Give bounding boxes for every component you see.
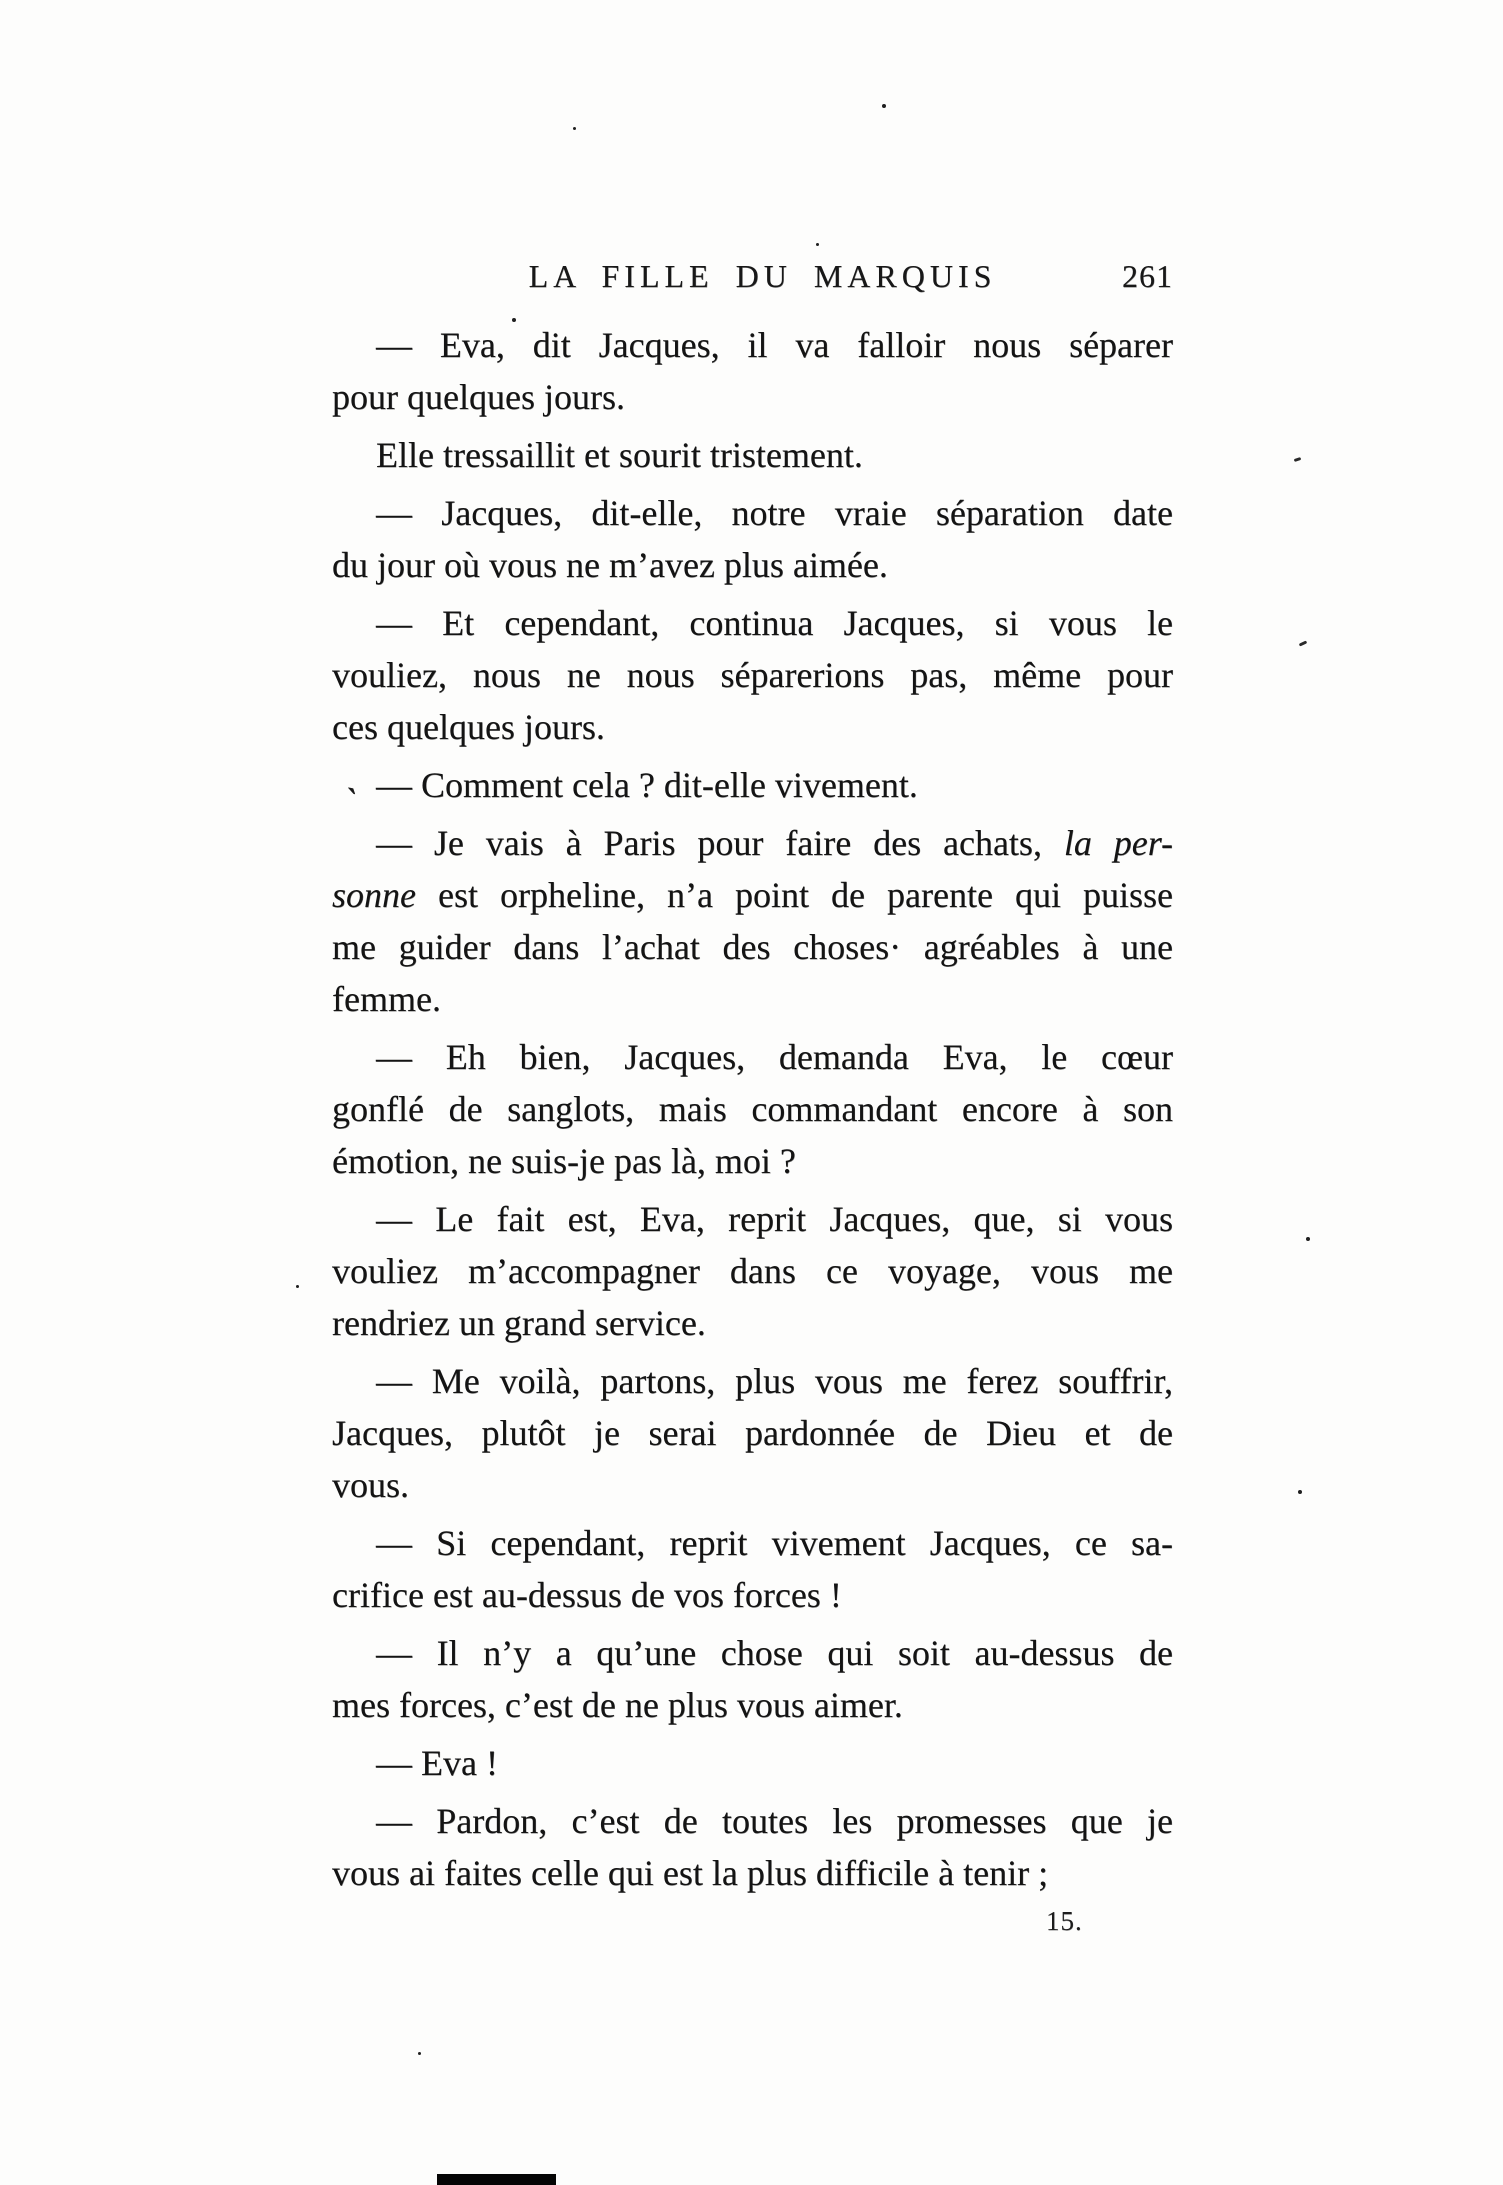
text-segment: vous. xyxy=(332,1465,410,1505)
paragraph xyxy=(332,1355,1173,1511)
signature-mark: 15. xyxy=(1046,1906,1083,1936)
text-segment: est orpheline, n’a point de parente qui puisse xyxy=(416,875,1173,915)
text-segment: — Eva, dit Jacques, il va falloir nous séparer xyxy=(376,325,1173,365)
text-segment: — Si cependant, reprit vivement Jacques, ce sa- xyxy=(376,1523,1173,1563)
scan-edge-artifact xyxy=(437,2174,556,2185)
text-line xyxy=(332,539,1173,591)
page-body xyxy=(332,319,1173,1905)
text-segment: femme. xyxy=(332,979,441,1019)
text-segment: du jour où vous ne m’avez plus aimée. xyxy=(332,545,888,585)
text-segment: — Et cependant, continua Jacques, si vous le xyxy=(376,603,1173,643)
scan-speck xyxy=(573,127,576,130)
scan-speck xyxy=(296,1285,299,1288)
paragraph xyxy=(332,319,1173,423)
text-line xyxy=(332,429,1173,481)
text-line xyxy=(332,759,1173,811)
text-segment: gonflé de sanglots, mais commandant encore à son xyxy=(332,1089,1173,1129)
text-line xyxy=(332,921,1173,973)
text-line xyxy=(332,487,1173,539)
text-line xyxy=(332,701,1173,753)
text-segment: vouliez, nous ne nous séparerions pas, même pour xyxy=(332,655,1173,695)
text-line xyxy=(332,869,1173,921)
text-segment: — Me voilà, partons, plus vous me ferez souffrir, xyxy=(376,1361,1173,1401)
scan-speck xyxy=(816,243,819,246)
text-line xyxy=(332,1627,1173,1679)
paragraph xyxy=(332,1031,1173,1187)
paragraph xyxy=(332,759,1173,811)
paragraph xyxy=(332,817,1173,1025)
scan-speck xyxy=(418,2052,421,2055)
text-line xyxy=(332,1407,1173,1459)
paragraph xyxy=(332,487,1173,591)
text-segment: Jacques, plutôt je serai pardonnée de Dieu et de xyxy=(332,1413,1173,1453)
text-line xyxy=(332,1135,1173,1187)
italic-text-segment: sonne xyxy=(332,875,416,915)
text-line xyxy=(332,1245,1173,1297)
text-segment: rendriez un grand service. xyxy=(332,1303,706,1343)
text-line xyxy=(332,1679,1173,1731)
text-line xyxy=(332,371,1173,423)
text-segment: mes forces, c’est de ne plus vous aimer. xyxy=(332,1685,903,1725)
text-segment: — Le fait est, Eva, reprit Jacques, que, si vous xyxy=(376,1199,1173,1239)
text-line xyxy=(332,1569,1173,1621)
text-line xyxy=(332,1459,1173,1511)
text-line xyxy=(332,817,1173,869)
text-segment: — Je vais à Paris pour faire des achats, xyxy=(376,823,1064,863)
text-segment: Elle tressaillit et sourit tristement. xyxy=(376,435,863,475)
text-line xyxy=(332,1517,1173,1569)
text-line xyxy=(332,649,1173,701)
paragraph xyxy=(332,1795,1173,1899)
text-segment: vous ai faites celle qui est la plus difficile à tenir ; xyxy=(332,1853,1049,1893)
running-header xyxy=(332,258,1173,298)
scan-speck xyxy=(1294,457,1302,462)
text-segment: émotion, ne suis-je pas là, moi ? xyxy=(332,1141,796,1181)
text-line xyxy=(332,597,1173,649)
page-number: 261 xyxy=(1122,258,1173,294)
scan-speck xyxy=(1299,640,1308,646)
paragraph xyxy=(332,1737,1173,1789)
text-segment: pour quelques jours. xyxy=(332,377,625,417)
paragraph xyxy=(332,597,1173,753)
text-line xyxy=(332,1355,1173,1407)
paragraph xyxy=(332,429,1173,481)
page-header-title: LA FILLE DU MARQUIS xyxy=(528,258,997,294)
text-segment: crifice est au-dessus de vos forces ! xyxy=(332,1575,842,1615)
text-segment: — Pardon, c’est de toutes les promesses que je xyxy=(376,1801,1173,1841)
stray-mark: ` xyxy=(339,780,361,822)
text-segment: — Il n’y a qu’une chose qui soit au-dessus de xyxy=(376,1633,1173,1673)
text-line xyxy=(332,319,1173,371)
text-line xyxy=(332,1795,1173,1847)
text-segment: — Eva ! xyxy=(376,1743,498,1783)
paragraph xyxy=(332,1517,1173,1621)
text-line xyxy=(332,1031,1173,1083)
text-segment: — Comment cela ? dit-elle vivement. xyxy=(376,765,918,805)
scan-speck xyxy=(512,318,516,322)
scan-speck xyxy=(882,104,886,108)
italic-text-segment: la per- xyxy=(1063,823,1173,863)
scan-speck xyxy=(1306,1237,1310,1241)
paragraph xyxy=(332,1627,1173,1731)
text-segment: — Eh bien, Jacques, demanda Eva, le cœur xyxy=(376,1037,1173,1077)
text-line xyxy=(332,973,1173,1025)
text-line xyxy=(332,1737,1173,1789)
text-line xyxy=(332,1847,1173,1899)
text-line xyxy=(332,1297,1173,1349)
text-segment: ces quelques jours. xyxy=(332,707,605,747)
scan-speck xyxy=(1298,1490,1302,1494)
text-line xyxy=(332,1193,1173,1245)
paragraph xyxy=(332,1193,1173,1349)
text-line xyxy=(332,1083,1173,1135)
text-segment: vouliez m’accompagner dans ce voyage, vous me xyxy=(332,1251,1173,1291)
text-segment: — Jacques, dit-elle, notre vraie séparation date xyxy=(376,493,1173,533)
text-segment: me guider dans l’achat des choses· agréables à une xyxy=(332,927,1173,967)
